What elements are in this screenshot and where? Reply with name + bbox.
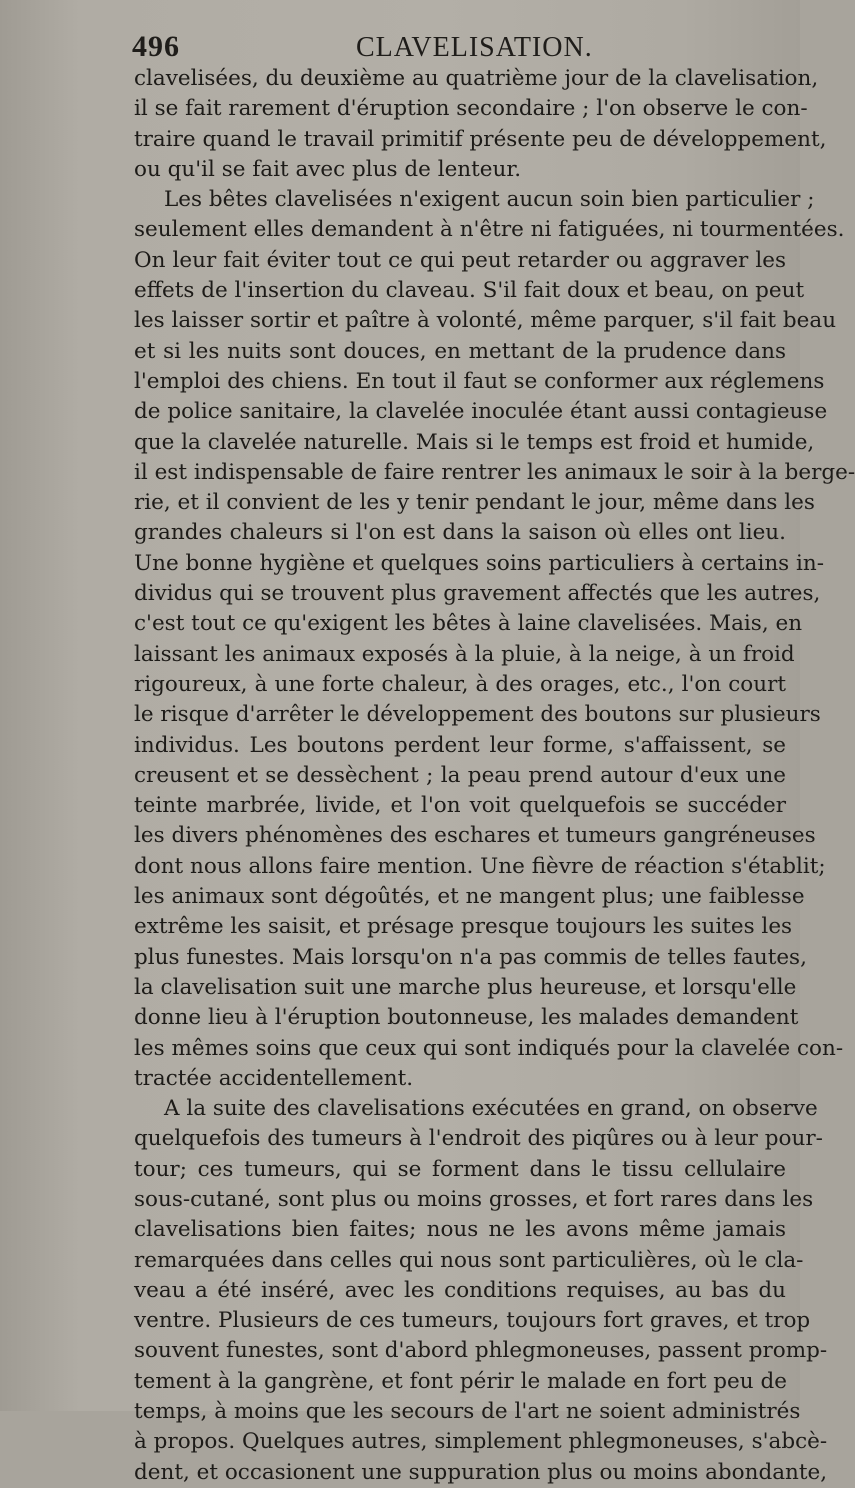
text-line: temps, à moins que les secours de l'art ne soient administrés [134, 1399, 801, 1425]
text-line: traire quand le travail primitif présente peu de développement, [134, 126, 827, 152]
text-line: seulement elles demandent à n'être ni fatiguées, ni tourmentées. [134, 217, 845, 243]
text-line: ou qu'il se fait avec plus de lenteur. [134, 156, 522, 182]
text-line: veau a été inséré, avec les conditions requises, au bas du [134, 1277, 786, 1303]
text-line: teinte marbrée, livide, et l'on voit quelquefois se succéder [134, 793, 786, 819]
text-line: laissant les animaux exposés à la pluie, à la neige, à un froid [134, 641, 795, 667]
text-line: les divers phénomènes des eschares et tumeurs gangréneuses [134, 823, 816, 849]
text-line: sous-cutané, sont plus ou moins grosses, et fort rares dans les [134, 1186, 814, 1212]
text-line: grandes chaleurs si l'on est dans la saison où elles ont lieu. [134, 520, 786, 546]
text-line: Les bêtes clavelisées n'exigent aucun soin bien particulier ; [164, 187, 815, 213]
text-line: les mêmes soins que ceux qui sont indiqués pour la clavelée con- [134, 1035, 844, 1061]
text-line: rie, et il convient de les y tenir pendant le jour, même dans les [134, 490, 815, 516]
body-text [134, 64, 855, 1488]
text-line: rigoureux, à une forte chaleur, à des orages, etc., l'on court [134, 671, 786, 697]
text-line: plus funestes. Mais lorsqu'on n'a pas commis de telles fautes, [134, 944, 807, 970]
text-line: tractée accidentellement. [134, 1065, 414, 1091]
text-line: effets de l'insertion du claveau. S'il fait doux et beau, on peut [134, 278, 805, 304]
text-line: il est indispensable de faire rentrer les animaux le soir à la berge- [134, 459, 855, 485]
text-line: A la suite des clavelisations exécutées en grand, on observe [164, 1096, 818, 1122]
page-number: 496 [132, 30, 180, 63]
text-line: et si les nuits sont douces, en mettant de la prudence dans [134, 338, 786, 364]
text-line: souvent funestes, sont d'abord phlegmoneuses, passent promp- [134, 1338, 828, 1364]
text-line: la clavelisation suit une marche plus heureuse, et lorsqu'elle [134, 974, 797, 1000]
text-line: les laisser sortir et paître à volonté, même parquer, s'il fait beau [134, 308, 837, 334]
text-line: On leur fait éviter tout ce qui peut retarder ou aggraver les [134, 247, 786, 273]
text-line: que la clavelée naturelle. Mais si le temps est froid et humide, [134, 429, 815, 455]
text-line: il se fait rarement d'éruption secondaire ; l'on observe le con- [134, 96, 808, 122]
text-line: Une bonne hygiène et quelques soins particuliers à certains in- [134, 550, 825, 576]
text-line: de police sanitaire, la clavelée inoculée étant aussi contagieuse [134, 399, 828, 425]
text-line: clavelisées, du deuxième au quatrième jour de la clavelisation, [134, 66, 819, 91]
text-line: creusent et se dessèchent ; la peau prend autour d'eux une [134, 762, 786, 788]
text-line: tour; ces tumeurs, qui se forment dans le tissu cellulaire [134, 1156, 786, 1182]
text-line: extrême les saisit, et présage presque toujours les suites les [134, 914, 793, 940]
text-line: le risque d'arrêter le développement des boutons sur plusieurs [134, 702, 821, 728]
text-line: individus. Les boutons perdent leur forme, s'affaissent, se [134, 732, 786, 758]
text-line: remarquées dans celles qui nous sont particulières, où le cla- [134, 1247, 804, 1273]
text-line: à propos. Quelques autres, simplement phlegmoneuses, s'abcè- [134, 1429, 828, 1455]
text-line: c'est tout ce qu'exigent les bêtes à laine clavelisées. Mais, en [134, 611, 803, 637]
running-title: CLAVELISATION. [356, 32, 593, 63]
text-line: quelquefois des tumeurs à l'endroit des piqûres ou à leur pour- [134, 1126, 823, 1152]
text-line: l'emploi des chiens. En tout il faut se conformer aux réglemens [134, 368, 825, 394]
text-line: ventre. Plusieurs de ces tumeurs, toujours fort graves, et trop [134, 1308, 811, 1334]
text-line: les animaux sont dégoûtés, et ne mangent plus; une faiblesse [134, 884, 805, 910]
text-line: clavelisations bien faites; nous ne les avons même jamais [134, 1217, 786, 1243]
text-line: tement à la gangrène, et font périr le malade en fort peu de [134, 1368, 787, 1394]
text-line: dont nous allons faire mention. Une fièvre de réaction s'établit; [134, 853, 826, 879]
text-line: donne lieu à l'éruption boutonneuse, les malades demandent [134, 1005, 799, 1031]
text-line: dividus qui se trouvent plus gravement affectés que les autres, [134, 581, 821, 607]
text-line: dent, et occasionent une suppuration plus ou moins abondante, [134, 1459, 828, 1485]
